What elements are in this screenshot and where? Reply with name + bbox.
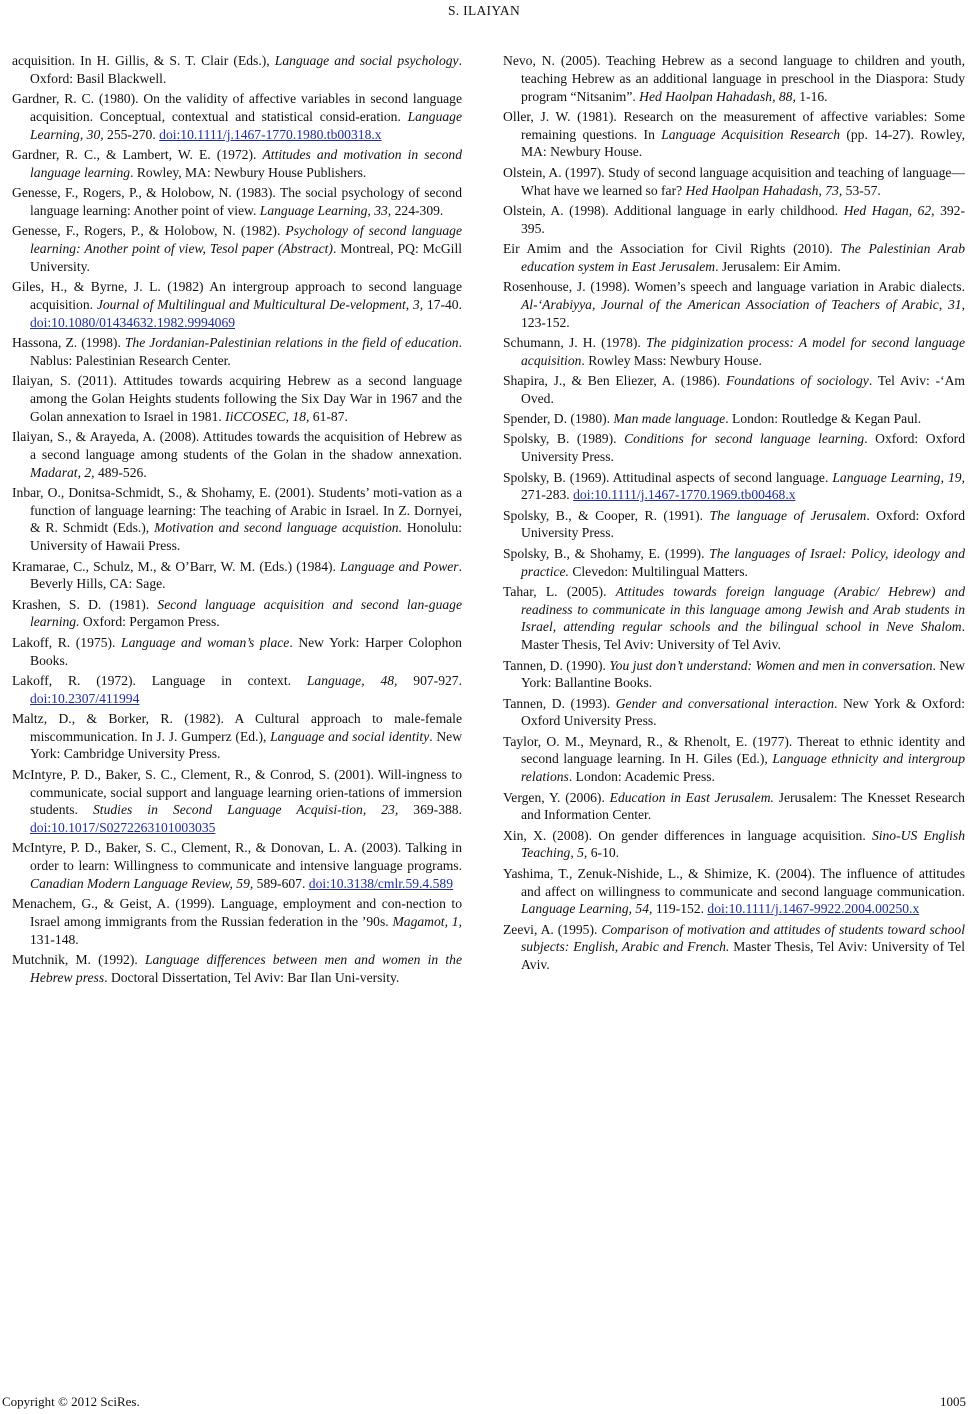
reference-text: 907-927. bbox=[397, 672, 462, 688]
reference-text: 271-283. bbox=[521, 487, 574, 503]
reference-italic-text: Gender and conversational interaction bbox=[615, 695, 835, 711]
reference-text: Genesse, F., Rogers, P., & Holobow, N. (1983). The social psychology of second language learning: Another point of view. bbox=[12, 185, 462, 218]
reference-italic-text: Motivation and second language acquistion. bbox=[154, 520, 402, 536]
reference-text: Spolsky, B. (1989). bbox=[503, 431, 625, 447]
reference-text: Ilaiyan, S. (2011). Attitudes towards acquiring Hebrew as a second language among the Golan Heights students following the Six Day War in 1967 and the Golan annexation to Israel in 1981. bbox=[12, 373, 462, 424]
reference-text: 392-395. bbox=[521, 202, 965, 236]
reference-italic-text: Comparison of motivation and attitudes of students toward school subjects: English, Arabic and French. bbox=[521, 921, 965, 955]
reference-italic-text: Sino-US English Teaching, 5, bbox=[521, 827, 965, 861]
reference-entry bbox=[503, 733, 965, 786]
reference-italic-text: Language Learning, 19, bbox=[832, 469, 965, 485]
reference-italic-text: Language Learning, 54, bbox=[521, 901, 653, 917]
reference-text: Spolsky, B. (1969). Attitudinal aspects of second language. bbox=[503, 469, 833, 485]
reference-entry bbox=[503, 921, 965, 974]
reference-text: 53-57. bbox=[842, 182, 881, 198]
reference-italic-text: Second language acquisition and second lan-guage learning. bbox=[30, 596, 462, 630]
reference-entry bbox=[503, 410, 965, 428]
reference-text: McIntyre, P. D., Baker, S. C., Clement, R., & Conrod, S. (2001). Will-ingness to communicate, social support and language learning orien-tations of immersion students. bbox=[12, 766, 462, 818]
reference-text: 131-148. bbox=[30, 931, 79, 947]
reference-text: . London: Academic Press. bbox=[568, 769, 715, 785]
reference-text: . Rowley Mass: Newbury House. bbox=[581, 352, 762, 368]
reference-italic-text: Journal of Multilingual and Multicultural De-velopment, 3, bbox=[96, 296, 424, 312]
reference-italic-text: The Jordanian-Palestinian relations in the field of education bbox=[124, 334, 459, 350]
reference-italic-text: Language differences between men and women in the Hebrew press bbox=[30, 952, 462, 986]
reference-text: Olstein, A. (1997). Study of second language acquisition and teaching of language—What have we learned so far? bbox=[503, 164, 965, 198]
reference-entry bbox=[12, 184, 462, 220]
reference-text: . New York: Ballantine Books. bbox=[521, 657, 966, 691]
reference-italic-text: 31 bbox=[948, 296, 962, 312]
reference-italic-text: Language Acquisition Research bbox=[661, 126, 841, 142]
reference-text: Genesse, F., Rogers, P., & Holobow, N. (1982). bbox=[12, 223, 286, 239]
reference-text: . Oxford: Oxford University Press. bbox=[521, 431, 965, 465]
reference-text: 6-10. bbox=[587, 845, 620, 861]
reference-text: Taylor, O. M., Meynard, R., & Rhenolt, E. (1977). Thereat to ethnic identity and second language learning. In H. Giles (Ed.), bbox=[503, 733, 965, 767]
reference-entry bbox=[503, 469, 965, 505]
reference-text: 119-152. bbox=[652, 901, 708, 917]
reference-text: . Jerusalem: Eir Amim. bbox=[715, 258, 841, 274]
reference-text: Spolsky, B., & Cooper, R. (1991). bbox=[503, 507, 710, 523]
reference-italic-text: Language and woman’s place bbox=[121, 634, 290, 650]
reference-italic-text: Language and Power bbox=[340, 558, 459, 574]
reference-italic-text: Language ethnicity and intergroup relations bbox=[521, 751, 965, 785]
reference-entry bbox=[503, 372, 965, 408]
reference-entry bbox=[12, 634, 462, 670]
reference-text: . Rowley, MA: Newbury House Publishers. bbox=[130, 164, 367, 180]
reference-entry bbox=[12, 558, 462, 594]
reference-text: 369-388. bbox=[398, 802, 462, 818]
reference-italic-text: Madarat, 2, bbox=[30, 464, 95, 480]
reference-italic-text: Magamot, 1, bbox=[392, 914, 462, 930]
reference-text: , bbox=[938, 296, 948, 312]
reference-text: Rosenhouse, J. (1998). Women’s speech and language variation in Arabic dialects. bbox=[503, 279, 965, 295]
reference-text: 255-270. bbox=[103, 126, 160, 142]
reference-italic-text: The language of Jerusalem bbox=[709, 507, 867, 523]
reference-entry bbox=[503, 827, 965, 863]
reference-text: Tannen, D. (1990). bbox=[503, 657, 610, 673]
reference-entry bbox=[12, 839, 462, 892]
doi-link[interactable]: doi:10.1111/j.1467-1770.1980.tb00318.x bbox=[159, 126, 382, 142]
reference-entry bbox=[12, 372, 462, 425]
reference-italic-text: Hed Hagan, 62, bbox=[843, 202, 935, 218]
doi-link[interactable]: doi:10.1017/S0272263101003035 bbox=[30, 820, 216, 836]
reference-entry bbox=[12, 895, 462, 948]
reference-italic-text: Language and social psychology bbox=[274, 53, 459, 68]
reference-italic-text: Attitudes and motivation in second language learning bbox=[30, 146, 463, 180]
reference-text: Olstein, A. (1998). Additional language in early childhood. bbox=[503, 202, 844, 218]
reference-text: . Tel Aviv: -‘Am Oved. bbox=[521, 373, 965, 406]
reference-entry bbox=[503, 583, 965, 654]
reference-text: Xin, X. (2008). On gender differences in language acquisition. bbox=[503, 827, 872, 843]
reference-text: Jerusalem: The Knesset Research and Information Center. bbox=[521, 789, 965, 823]
reference-text: acquisition. In H. Gillis, & S. T. Clair (Eds.), bbox=[12, 53, 275, 68]
reference-entry bbox=[503, 52, 965, 105]
reference-italic-text: The languages of Israel: Policy, ideology and practice. bbox=[521, 545, 966, 579]
doi-link[interactable]: doi:10.2307/411994 bbox=[30, 690, 140, 706]
reference-italic-text: Man made language bbox=[613, 411, 726, 427]
reference-text: . New York: Harper Colophon Books. bbox=[30, 634, 462, 668]
reference-text: Inbar, O., Donitsa-Schmidt, S., & Shohamy, E. (2001). Students’ moti-vation as a function of language learning: The teaching of Arabic in Israel. In Z. Dornyei, & R. Schmidt (Eds.), bbox=[12, 484, 462, 536]
reference-entry bbox=[12, 278, 462, 331]
reference-entry bbox=[12, 334, 462, 370]
reference-text: 224-309. bbox=[391, 202, 444, 218]
reference-text: Shapira, J., & Ben Eliezer, A. (1986). bbox=[503, 373, 726, 389]
reference-text: Zeevi, A. (1995). bbox=[503, 921, 602, 937]
reference-text: . Oxford: Basil Blackwell. bbox=[30, 53, 462, 86]
reference-text: Oller, J. W. (1981). Research on the measurement of affective variables: Some remaining questions. In bbox=[503, 108, 965, 142]
doi-link[interactable]: doi:10.1111/j.1467-1770.1969.tb00468.x bbox=[573, 487, 796, 503]
reference-text: . London: Routledge & Kegan Paul. bbox=[725, 411, 922, 427]
reference-text: Spender, D. (1980). bbox=[503, 411, 614, 427]
reference-italic-text: Canadian Modern Language Review, 59, bbox=[30, 876, 254, 892]
reference-entry bbox=[503, 865, 965, 918]
reference-italic-text: Hed Haolpan Hahadash, 73, bbox=[685, 182, 843, 198]
reference-text: Tahar, L. (2005). bbox=[503, 583, 616, 599]
reference-text: . Nablus: Palestinian Research Center. bbox=[30, 334, 463, 368]
reference-entry bbox=[503, 507, 965, 543]
reference-entry bbox=[12, 222, 462, 275]
reference-entry bbox=[12, 596, 462, 632]
reference-italic-text: The pidginization process: A model for second language acquisition bbox=[521, 334, 965, 368]
reference-text: Honolulu: University of Hawaii Press. bbox=[30, 520, 462, 554]
reference-italic-text: Foundations of sociology bbox=[726, 373, 869, 389]
reference-text: . Montreal, PQ: McGill University. bbox=[30, 240, 462, 274]
reference-entry bbox=[503, 695, 965, 731]
doi-link[interactable]: doi:10.3138/cmlr.59.4.589 bbox=[308, 876, 454, 892]
reference-italic-text: Language and social identity bbox=[270, 728, 430, 744]
reference-text: Lakoff, R. (1972). Language in context. bbox=[12, 672, 307, 688]
reference-entry bbox=[12, 52, 462, 88]
reference-text: . New York: Cambridge University Press. bbox=[30, 728, 463, 762]
reference-italic-text: You just don’t understand: Women and men in conversation bbox=[609, 657, 933, 673]
reference-italic-text: Education in East Jerusalem. bbox=[609, 789, 774, 805]
reference-text: 61-87. bbox=[309, 408, 348, 424]
doi-link[interactable]: doi:10.1080/01434632.1982.9994069 bbox=[30, 314, 236, 330]
reference-text: Gardner, R. C., & Lambert, W. E. (1972). bbox=[12, 146, 263, 162]
running-head: S. ILAIYAN bbox=[448, 3, 520, 18]
reference-text: Vergen, Y. (2006). bbox=[503, 789, 610, 805]
reference-entry bbox=[12, 484, 462, 555]
reference-text: Menachem, G., & Geist, A. (1999). Language, employment and con-nection to Israel among immigrants from the Russian federation in the ’90s. bbox=[12, 896, 462, 930]
reference-text: 1-16. bbox=[795, 88, 828, 104]
reference-text: Giles, H., & Byrne, J. L. (1982) An intergroup approach to second language acquisition. bbox=[12, 279, 462, 312]
reference-entry bbox=[503, 334, 965, 370]
reference-italic-text: Al-‘Arabiyya, Journal of the American Association of Teachers of Arabic bbox=[521, 296, 939, 312]
reference-italic-text: Language Learning, 30, bbox=[30, 108, 462, 142]
copyright-notice: Copyright © 2012 SciRes. bbox=[2, 1394, 140, 1409]
reference-text: . Doctoral Dissertation, Tel Aviv: Bar Ilan Uni-versity. bbox=[104, 970, 400, 986]
reference-entry bbox=[12, 146, 462, 182]
reference-text: Krashen, S. D. (1981). bbox=[12, 596, 158, 612]
reference-italic-text: IiCCOSEC, 18, bbox=[225, 408, 310, 424]
doi-link[interactable]: doi:10.1111/j.1467-9922.2004.00250.x bbox=[707, 901, 920, 917]
reference-text: Nevo, N. (2005). Teaching Hebrew as a second language to children and youth, teaching Hebrew as an additional language in preschool in the Diaspora: Study program “Nitsanim”. bbox=[503, 53, 965, 104]
reference-italic-text: Language, 48, bbox=[306, 672, 398, 688]
reference-entry bbox=[12, 428, 462, 481]
reference-text: Maltz, D., & Borker, R. (1982). A Cultural approach to male-female miscommunication. In J. J. Gumperz (Ed.), bbox=[12, 710, 462, 744]
reference-text: Spolsky, B., & Shohamy, E. (1999). bbox=[503, 545, 710, 561]
reference-entry bbox=[12, 90, 462, 143]
reference-text: Yashima, T., Zenuk-Nishide, L., & Shimize, K. (2004). The influence of attitudes and affect on willingness to communicate and second language communication. bbox=[503, 865, 965, 899]
reference-text: . Oxford: Oxford University Press. bbox=[521, 507, 966, 541]
reference-text: . Beverly Hills, CA: Sage. bbox=[30, 558, 463, 592]
reference-text: Kramarae, C., Schulz, M., & O’Barr, W. M. (Eds.) (1984). bbox=[12, 558, 341, 574]
reference-text: Gardner, R. C. (1980). On the validity of affective variables in second language acquisition. Conceptual, contextual and statistical consid-eration. bbox=[12, 91, 462, 124]
reference-italic-text: Hed Haolpan Hahadash, 88, bbox=[639, 88, 796, 104]
reference-text: Lakoff, R. (1975). bbox=[12, 634, 122, 650]
reference-entry bbox=[12, 710, 462, 763]
reference-entry bbox=[12, 672, 462, 708]
reference-text: 17-40. bbox=[423, 296, 462, 312]
reference-entry bbox=[503, 108, 965, 161]
reference-text: , 123-152. bbox=[521, 296, 965, 330]
reference-entry bbox=[12, 766, 462, 837]
reference-text: Mutchnik, M. (1992). bbox=[12, 952, 145, 968]
reference-entry bbox=[503, 657, 965, 693]
reference-text: . Master Thesis, Tel Aviv: University of Tel Aviv. bbox=[521, 619, 965, 653]
reference-entry bbox=[503, 430, 965, 466]
reference-text: 589-607. bbox=[253, 876, 309, 892]
reference-italic-text: The Palestinian Arab education system in East Jerusalem bbox=[521, 240, 965, 274]
reference-entry bbox=[12, 951, 462, 987]
reference-text: Clevedon: Multilingual Matters. bbox=[568, 563, 748, 579]
reference-text: McIntyre, P. D., Baker, S. C., Clement, R., & Donovan, L. A. (2003). Talking in order to learn: Willingness to communicate and intensive language programs. bbox=[12, 840, 462, 874]
reference-italic-text: Studies in Second Language Acquisi-tion, 23, bbox=[93, 802, 399, 818]
reference-text: Tannen, D. (1993). bbox=[503, 695, 616, 711]
reference-text: Ilaiyan, S., & Arayeda, A. (2008). Attitudes towards the acquisition of Hebrew as a second language among students of the Golan in the shadow annexation. bbox=[12, 428, 462, 462]
reference-text: Schumann, J. H. (1978). bbox=[503, 334, 646, 350]
reference-text: 489-526. bbox=[94, 464, 147, 480]
reference-text: Hassona, Z. (1998). bbox=[12, 334, 125, 350]
reference-italic-text: Psychology of second language learning: Another point of view, Tesol paper (Abstract) bbox=[30, 223, 462, 256]
reference-text: Master Thesis, Tel Aviv: University of Tel Aviv. bbox=[521, 939, 965, 973]
references-right-column bbox=[503, 52, 965, 977]
reference-entry bbox=[503, 545, 965, 581]
reference-italic-text: Language Learning, 33, bbox=[259, 202, 392, 218]
reference-italic-text: Conditions for second language learning bbox=[624, 431, 865, 447]
reference-text: (pp. 14-27). Rowley, MA: Newbury House. bbox=[521, 126, 965, 160]
reference-entry bbox=[503, 789, 965, 825]
references-left-column bbox=[12, 52, 462, 989]
reference-text: Eir Amim and the Association for Civil Rights (2010). bbox=[503, 240, 841, 256]
reference-entry bbox=[503, 202, 965, 238]
reference-italic-text: Attitudes towards foreign language (Arabic/ Hebrew) and readiness to communicate in this language among Jewish and Arab students in Israel, attending regular schools and the bilingual school in Neve Shalom bbox=[521, 583, 966, 635]
reference-entry bbox=[503, 278, 965, 331]
reference-text: Oxford: Pergamon Press. bbox=[79, 614, 220, 630]
reference-entry bbox=[503, 164, 965, 200]
reference-entry bbox=[503, 240, 965, 276]
reference-text: . New York & Oxford: Oxford University Press. bbox=[521, 695, 965, 729]
page-number: 1005 bbox=[940, 1394, 966, 1409]
